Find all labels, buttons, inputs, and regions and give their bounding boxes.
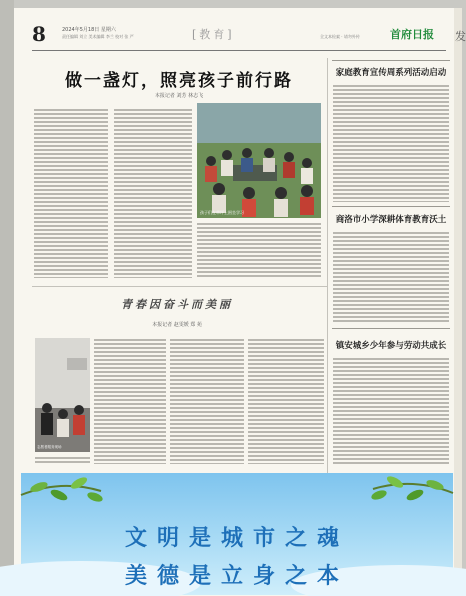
feature-photo	[35, 338, 90, 452]
right-body-1	[333, 84, 449, 202]
right-headline-2: 商洛市小学深耕体育教育沃土	[335, 215, 447, 225]
column-rule	[327, 58, 328, 488]
right-rule-1	[332, 60, 450, 61]
feature-body-tail	[35, 456, 90, 464]
right-headline-3: 镇安城乡少年参与劳动共成长	[335, 341, 447, 351]
feature-body-col-3	[248, 338, 324, 464]
feature-body-col-2	[170, 338, 244, 464]
newspaper-logo: 首府日报	[390, 28, 434, 41]
banner-slogan-2: 美德是立身之本	[124, 564, 349, 589]
feature-body-col-1	[94, 338, 166, 464]
students-photo-illustration	[197, 103, 321, 218]
lead-photo-caption: 孩子们在草坪上围坐学习	[200, 210, 244, 215]
right-body-2	[333, 231, 449, 323]
right-headline-1: 家庭教育宣传周系列活动启动	[335, 68, 447, 78]
lead-byline: 本报记者 刘芳 林志飞	[154, 93, 204, 99]
header-rule	[32, 50, 446, 51]
header-meta: 全文本检索 · 请勿外传	[320, 34, 360, 39]
feature-headline: 青春因奋斗而美丽	[121, 298, 233, 311]
clinic-photo-illustration	[35, 338, 90, 452]
section-title: [教育]	[192, 28, 235, 41]
page-number: 8	[32, 22, 46, 46]
header-editors: 责任编辑 刘立 美术编辑 李兰 校对 张 严	[62, 34, 134, 39]
lead-body-col-3	[197, 222, 321, 278]
next-page-fragment: 发	[455, 30, 466, 43]
newspaper-page	[14, 8, 454, 596]
lead-photo	[197, 103, 321, 218]
lead-headline: 做一盏灯，照亮孩子前行路	[65, 71, 293, 91]
civility-banner	[21, 473, 453, 595]
right-rule-2	[332, 206, 450, 207]
lead-body-col-1	[34, 108, 108, 278]
middle-rule	[32, 286, 327, 287]
next-page-edge	[454, 8, 462, 596]
feature-byline: 本报记者 赵雯媛 郑 苑	[152, 322, 202, 328]
scan-margin	[0, 0, 14, 596]
header-date: 2024年5月18日 星期六	[62, 27, 116, 33]
right-body-3	[333, 357, 449, 465]
lead-body-col-2	[114, 108, 192, 278]
feature-photo-caption: 志愿者服务现场	[37, 445, 62, 449]
right-rule-3	[332, 328, 450, 329]
page-header	[14, 8, 454, 48]
banner-slogan-1: 文明是城市之魂	[124, 526, 349, 551]
